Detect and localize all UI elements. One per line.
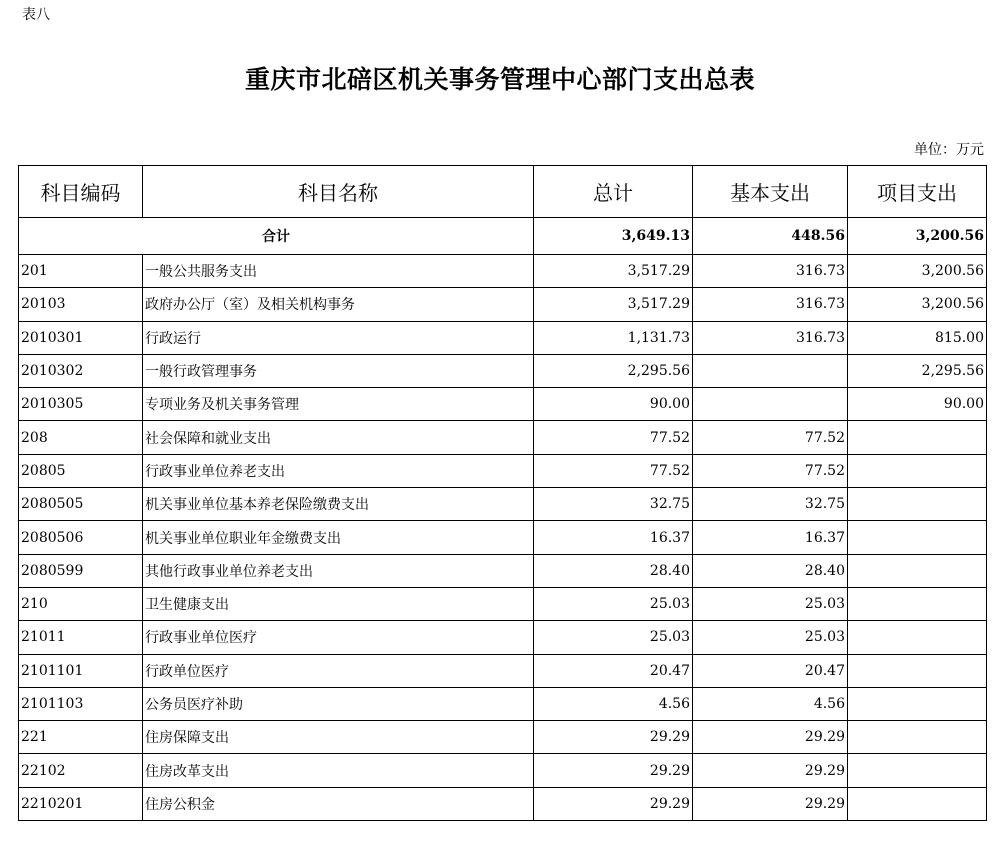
table-row (19, 521, 987, 554)
table-row (19, 787, 987, 820)
cell-name: 行政事业单位医疗 (143, 621, 534, 654)
cell-total: 29.29 (534, 721, 693, 754)
total-cell-project: 3,200.56 (848, 218, 987, 255)
total-cell-basic: 448.56 (693, 218, 848, 255)
cell-total: 28.40 (534, 554, 693, 587)
cell-name: 一般公共服务支出 (143, 255, 534, 288)
cell-name: 住房公积金 (143, 787, 534, 820)
cell-total: 3,517.29 (534, 255, 693, 288)
cell-total: 16.37 (534, 521, 693, 554)
table-row (19, 454, 987, 487)
cell-total: 25.03 (534, 621, 693, 654)
cell-basic (693, 388, 848, 421)
cell-total: 25.03 (534, 587, 693, 620)
cell-name: 机关事业单位职业年金缴费支出 (143, 521, 534, 554)
table-row (19, 421, 987, 454)
total-label: 合计 (19, 218, 534, 255)
table-row (19, 354, 987, 387)
cell-project: 815.00 (848, 321, 987, 354)
cell-basic: 28.40 (693, 554, 848, 587)
cell-basic: 4.56 (693, 687, 848, 720)
cell-basic: 20.47 (693, 654, 848, 687)
cell-name: 政府办公厅（室）及相关机构事务 (143, 288, 534, 321)
cell-total: 1,131.73 (534, 321, 693, 354)
table-row (19, 587, 987, 620)
cell-name: 一般行政管理事务 (143, 354, 534, 387)
cell-code: 210 (19, 587, 143, 620)
cell-code: 2010301 (19, 321, 143, 354)
cell-basic: 29.29 (693, 787, 848, 820)
cell-total: 32.75 (534, 488, 693, 521)
cell-project (848, 787, 987, 820)
cell-basic: 32.75 (693, 488, 848, 521)
cell-project (848, 621, 987, 654)
total-row (19, 218, 987, 255)
document-title: 重庆市北碚区机关事务管理中心部门支出总表 (244, 65, 755, 94)
cell-project: 2,295.56 (848, 354, 987, 387)
cell-total: 77.52 (534, 421, 693, 454)
cell-project (848, 521, 987, 554)
cell-code: 2101101 (19, 654, 143, 687)
cell-project (848, 687, 987, 720)
header-total: 总计 (534, 166, 693, 218)
cell-total: 4.56 (534, 687, 693, 720)
cell-project: 3,200.56 (848, 288, 987, 321)
cell-code: 221 (19, 721, 143, 754)
total-cell-total: 3,649.13 (534, 218, 693, 255)
cell-basic: 77.52 (693, 421, 848, 454)
cell-code: 2080505 (19, 488, 143, 521)
cell-name: 其他行政事业单位养老支出 (143, 554, 534, 587)
cell-code: 2010305 (19, 388, 143, 421)
cell-code: 21011 (19, 621, 143, 654)
unit-label: 单位：万元 (914, 142, 984, 158)
header-project: 项目支出 (848, 166, 987, 218)
cell-basic: 29.29 (693, 754, 848, 787)
cell-code: 2080599 (19, 554, 143, 587)
cell-basic: 29.29 (693, 721, 848, 754)
cell-project (848, 554, 987, 587)
cell-basic: 16.37 (693, 521, 848, 554)
table-row (19, 621, 987, 654)
cell-code: 2210201 (19, 787, 143, 820)
cell-basic: 316.73 (693, 255, 848, 288)
table-row (19, 388, 987, 421)
cell-code: 20103 (19, 288, 143, 321)
cell-code: 208 (19, 421, 143, 454)
header-basic: 基本支出 (693, 166, 848, 218)
header-code: 科目编码 (19, 166, 143, 218)
cell-code: 20805 (19, 454, 143, 487)
cell-code: 201 (19, 255, 143, 288)
cell-name: 行政运行 (143, 321, 534, 354)
cell-name: 专项业务及机关事务管理 (143, 388, 534, 421)
table-row (19, 554, 987, 587)
cell-basic: 25.03 (693, 621, 848, 654)
table-row (19, 288, 987, 321)
cell-project (848, 421, 987, 454)
cell-name: 机关事业单位基本养老保险缴费支出 (143, 488, 534, 521)
cell-name: 公务员医疗补助 (143, 687, 534, 720)
cell-project (848, 454, 987, 487)
cell-total: 20.47 (534, 654, 693, 687)
cell-project (848, 721, 987, 754)
table-row (19, 255, 987, 288)
cell-name: 行政事业单位养老支出 (143, 454, 534, 487)
cell-total: 77.52 (534, 454, 693, 487)
cell-project: 90.00 (848, 388, 987, 421)
cell-project (848, 654, 987, 687)
expenditure-table (18, 165, 987, 821)
table-row (19, 721, 987, 754)
table-row (19, 754, 987, 787)
table-row (19, 321, 987, 354)
cell-code: 2010302 (19, 354, 143, 387)
cell-code: 22102 (19, 754, 143, 787)
cell-total: 90.00 (534, 388, 693, 421)
cell-name: 社会保障和就业支出 (143, 421, 534, 454)
cell-project (848, 754, 987, 787)
cell-project: 3,200.56 (848, 255, 987, 288)
cell-basic: 77.52 (693, 454, 848, 487)
cell-total: 2,295.56 (534, 354, 693, 387)
cell-basic: 25.03 (693, 587, 848, 620)
cell-code: 2101103 (19, 687, 143, 720)
table-row (19, 654, 987, 687)
cell-name: 行政单位医疗 (143, 654, 534, 687)
cell-name: 住房改革支出 (143, 754, 534, 787)
cell-project (848, 587, 987, 620)
cell-total: 29.29 (534, 754, 693, 787)
table-number-label: 表八 (22, 7, 50, 23)
table-row (19, 687, 987, 720)
cell-basic: 316.73 (693, 288, 848, 321)
table-row (19, 488, 987, 521)
cell-project (848, 488, 987, 521)
table-body (19, 218, 987, 821)
cell-basic (693, 354, 848, 387)
header-name: 科目名称 (143, 166, 534, 218)
table-header-row (19, 166, 987, 218)
cell-basic: 316.73 (693, 321, 848, 354)
cell-total: 29.29 (534, 787, 693, 820)
cell-name: 住房保障支出 (143, 721, 534, 754)
cell-total: 3,517.29 (534, 288, 693, 321)
cell-name: 卫生健康支出 (143, 587, 534, 620)
cell-code: 2080506 (19, 521, 143, 554)
